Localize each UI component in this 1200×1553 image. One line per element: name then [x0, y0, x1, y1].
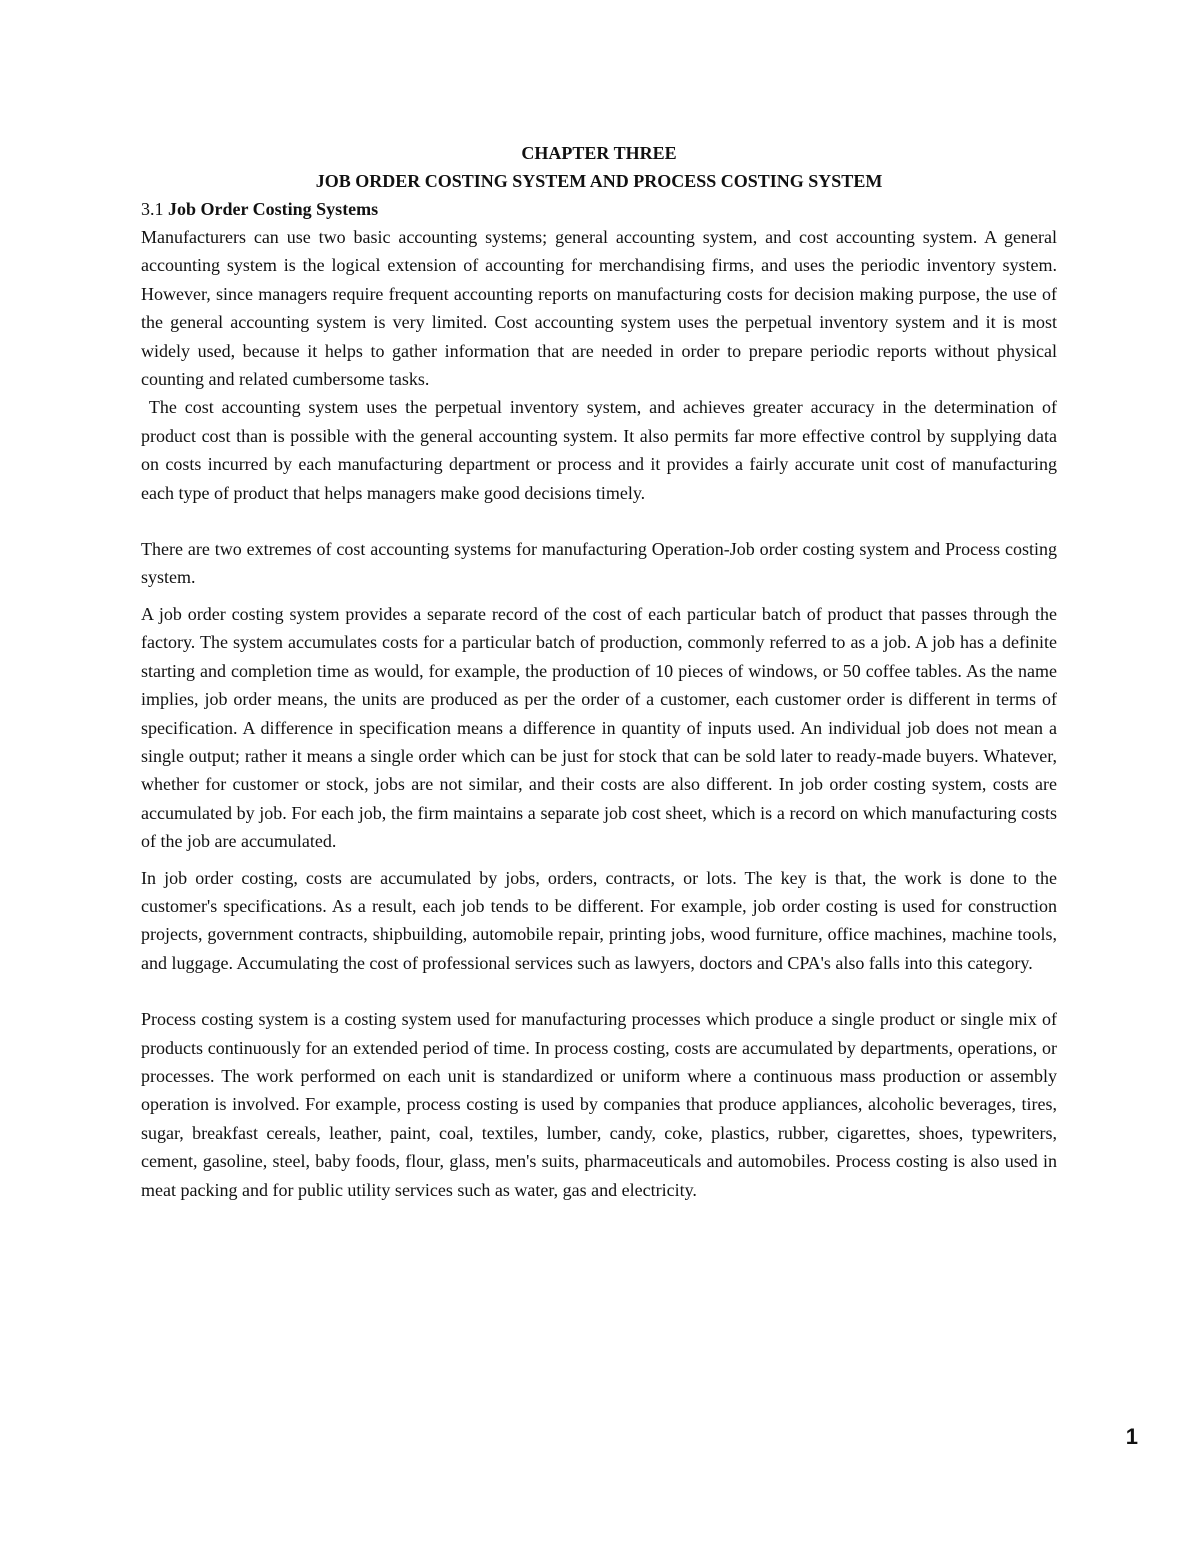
- page-content: [141, 139, 1062, 1204]
- section-heading: [141, 195, 1057, 223]
- section-number: 3.1: [141, 199, 164, 219]
- paragraph-job-order-costing: A job order costing system provides a separate record of the cost of each particular batch of product that passes through the factory. The system accumulates costs for a particular batch of production, commonly referred to as a job. A job has a definite starting and completion time as would, for example, the production of 10 pieces of windows, or 50 coffee tables. As the name implies, job order means, the units are produced as per the order of a customer, each customer order is different in terms of specification. A difference in specification means a difference in quantity of inputs used. An individual job does not mean a single output; rather it means a single order which can be just for stock that can be sold later to ready-made buyers. Whatever, whether for customer or stock, jobs are not similar, and their costs are also different. In job order costing system, costs are accumulated by job. For each job, the firm maintains a separate job cost sheet, which is a record on which manufacturing costs of the job are accumulated.: [141, 603, 1057, 852]
- chapter-label: CHAPTER THREE: [521, 143, 677, 163]
- paragraph-cost-accounting-system: The cost accounting system uses the perpetual inventory system, and achieves greater accuracy in the determination of product cost than is possible with the general accounting system. It also permits far more effective control by supplying data on costs incurred by each manufacturing department or process and it provides a fairly accurate unit cost of manufacturing each type of product that helps managers make good decisions timely.: [141, 397, 1062, 503]
- paragraph-general-vs-cost-accounting: Manufacturers can use two basic accounting systems; general accounting system, and cost accounting system. A general accounting system is the logical extension of accounting for merchandising firms, and uses the periodic inventory system. However, since managers require frequent accounting reports on manufacturing costs for decision making purpose, the use of the general accounting system is very limited. Cost accounting system uses the perpetual inventory system and it is most widely used, because it helps to gather information that are needed in order to prepare periodic reports without physical counting and related cumbersome tasks.: [141, 227, 1062, 390]
- page-number: 1: [1125, 1424, 1138, 1449]
- paragraph-job-order-examples: In job order costing, costs are accumulated by jobs, orders, contracts, or lots. The key is that, the work is done to the customer's specifications. As a result, each job tends to be different. For example, job order costing is used for construction projects, government contracts, shipbuilding, automobile repair, printing jobs, wood furniture, office machines, machine tools, and luggage. Accumulating the cost of professional services such as lawyers, doctors and CPA's also falls into this category.: [141, 867, 1057, 973]
- paragraph-two-extremes: There are two extremes of cost accounting systems for manufacturing Operation-Job order costing system and Process costing system.: [141, 539, 1057, 588]
- paragraph-process-costing: Process costing system is a costing system used for manufacturing processes which produce a single product or single mix of products continuously for an extended period of time. In process costing, costs are accumulated by departments, operations, or processes. The work performed on each unit is standardized or uniform where a continuous mass production or assembly operation is involved. For example, process costing is used by companies that produce appliances, alcoholic beverages, tires, sugar, breakfast cereals, leather, paint, coal, textiles, lumber, candy, coke, plastics, rubber, cigarettes, shoes, typewriters, cement, gasoline, steel, baby foods, flour, glass, men's suits, pharmaceuticals and automobiles. Process costing is also used in meat packing and for public utility services such as water, gas and electricity.: [141, 1009, 1057, 1200]
- chapter-title: JOB ORDER COSTING SYSTEM AND PROCESS COSTING SYSTEM: [315, 171, 883, 191]
- section-title: Job Order Costing Systems: [168, 199, 379, 219]
